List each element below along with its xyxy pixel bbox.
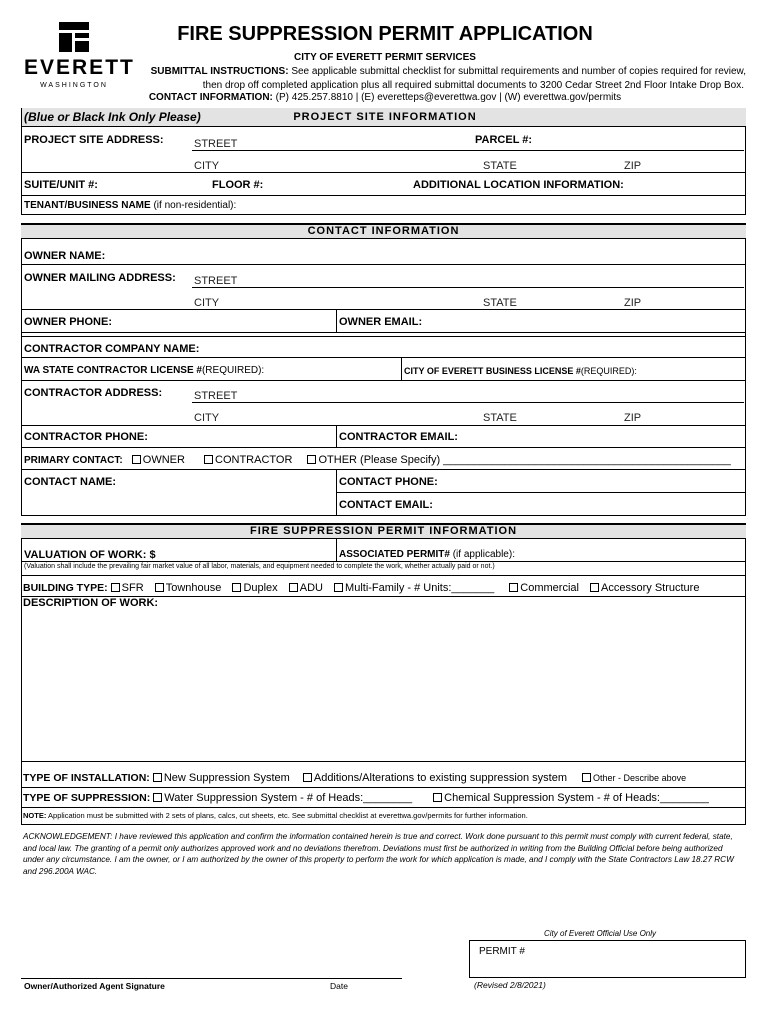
chemical-checkbox[interactable] [433,793,442,802]
acknowledgement-text: ACKNOWLEDGEMENT: I have reviewed this application and confirm the information contained herein is true and correct. Work done pursuant to this permit must comply with current federal, state, and local law. The granting of a permit only authorizes approved work and no deviations therefrom. Deviations must first be authorized in writing from the Building Official before being authorized under any circumstance. I am the owner, or I am authorized by the owner of this property to perform the work for which application is made, and I comply with the State Contractors Law 18.27 RCW and 296.200A WAC. [23,832,734,876]
primary-contact-owner-option[interactable] [132,454,185,466]
contractor-company-label: CONTRACTOR COMPANY NAME: [24,343,200,355]
water-label: Water Suppression System - # of Heads:________ [164,792,413,804]
contractor-email-label: CONTRACTOR EMAIL: [339,431,458,443]
building-type-label: BUILDING TYPE: [23,582,108,594]
building-type-townhouse-option[interactable] [155,582,222,594]
floor-label: FLOOR #: [212,179,264,191]
building-type-row [23,582,699,594]
contact-section-title: CONTACT INFORMATION [21,223,746,239]
parcel-label: PARCEL #: [475,134,533,146]
installation-type-row [23,772,686,784]
other-install-checkbox[interactable] [582,773,591,782]
contractor-state-label: STATE [483,412,517,424]
suppression-water-option[interactable] [153,792,412,804]
installation-type-label: TYPE OF INSTALLATION: [23,772,150,784]
project-site-address-label: PROJECT SITE ADDRESS: [24,134,164,146]
date-label: Date [330,981,348,991]
valuation-label: VALUATION OF WORK: $ [24,549,156,561]
tenant-business-line [24,200,236,211]
business-license-line [404,366,637,376]
business-license-label: CITY OF EVERETT BUSINESS LICENSE # [404,366,581,376]
description-label: DESCRIPTION OF WORK: [23,597,159,609]
tenant-business-label: TENANT/BUSINESS NAME [24,200,151,211]
contractor-checkbox[interactable] [204,455,213,464]
building-type-sfr-option[interactable] [111,582,144,594]
project-state-label: STATE [483,160,517,172]
logo-name: EVERETT [24,56,135,79]
contractor-city-label: CITY [194,412,220,424]
owner-street-label: STREET [194,275,238,287]
signature-label: Owner/Authorized Agent Signature [24,981,165,991]
sfr-checkbox[interactable] [111,583,120,592]
contractor-zip-label: ZIP [624,412,642,424]
townhouse-checkbox[interactable] [155,583,164,592]
building-type-duplex-option[interactable] [232,582,277,594]
primary-contact-other-option[interactable] [307,454,730,466]
new-system-checkbox[interactable] [153,773,162,782]
building-type-multifamily-option[interactable] [334,582,494,594]
suppression-type-label: TYPE OF SUPPRESSION: [23,792,151,804]
page-title: FIRE SUPPRESSION PERMIT APPLICATION [177,23,593,45]
building-type-accessory-option[interactable] [590,582,699,594]
installation-additions-option[interactable] [303,772,567,784]
associated-permit-label: ASSOCIATED PERMIT# [339,549,450,560]
tenant-business-note: (if non-residential): [153,200,237,211]
valuation-note: (Valuation shall include the prevailing fair market value of all labor, materials, and equipment needed to complete the work, whether actually paid or not.) [24,563,495,570]
other-option-label: OTHER (Please Specify) _______________________________________________ [318,454,731,466]
revised-label: (Revised 2/8/2021) [474,980,546,990]
contractor-street-label: STREET [194,390,238,402]
logo-sub: WASHINGTON [40,82,108,89]
owner-city-label: CITY [194,297,220,309]
project-section-title: PROJECT SITE INFORMATION [293,111,477,123]
owner-option-label: OWNER [142,454,185,466]
owner-checkbox[interactable] [132,455,141,464]
primary-contact-label: PRIMARY CONTACT: [24,455,123,466]
page-subtitle: CITY OF EVERETT PERMIT SERVICES [294,52,476,63]
contact-information-line [135,92,635,103]
description-textarea[interactable] [22,611,748,763]
owner-mailing-address-label: OWNER MAILING ADDRESS: [24,272,176,284]
city-logo-mark-icon [59,22,89,52]
owner-zip-label: ZIP [624,297,642,309]
associated-permit-note: (if applicable): [452,549,515,560]
multifamily-checkbox[interactable] [334,583,343,592]
townhouse-label: Townhouse [165,582,222,594]
suite-unit-label: SUITE/UNIT #: [24,179,98,191]
wa-license-line [24,365,264,376]
suppression-type-row [23,792,709,804]
primary-contact-contractor-option[interactable] [204,454,292,466]
adu-checkbox[interactable] [289,583,298,592]
building-type-commercial-option[interactable] [509,582,579,594]
other-install-label: Other - Describe above [593,773,687,783]
building-type-adu-option[interactable] [289,582,323,594]
additional-location-label: ADDITIONAL LOCATION INFORMATION: [413,179,624,191]
ink-note: (Blue or Black Ink Only Please) [24,110,201,124]
contact-phone-label: CONTACT PHONE: [339,476,438,488]
signature-line [21,978,402,979]
associated-permit-line [339,549,515,560]
multifamily-label: Multi-Family - # Units:_______ [345,582,495,594]
owner-email-label: OWNER EMAIL: [339,316,423,328]
wa-license-req: (REQUIRED): [201,365,265,376]
wa-license-label: WA STATE CONTRACTOR LICENSE # [24,365,202,376]
contractor-option-label: CONTRACTOR [215,454,293,466]
water-checkbox[interactable] [153,793,162,802]
submittal-instructions-line2: then drop off completed application plus all required submittal documents to 3200 Cedar Street 2nd Floor Intake Drop Box. [202,80,744,91]
additions-checkbox[interactable] [303,773,312,782]
duplex-checkbox[interactable] [232,583,241,592]
note-text: Application must be submitted with 2 sets of plans, calcs, cut sheets, etc. See submittal checklist at everettwa.gov/permits for further information. [48,811,528,820]
contact-name-label: CONTACT NAME: [24,476,117,488]
contractor-address-label: CONTRACTOR ADDRESS: [24,387,163,399]
city-logo [24,22,135,92]
chemical-label: Chemical Suppression System - # of Heads:________ [444,792,709,804]
accessory-label: Accessory Structure [601,582,700,594]
date-field[interactable] [325,955,401,977]
submittal-note [23,811,528,820]
project-city-label: CITY [194,160,220,172]
owner-name-label: OWNER NAME: [24,250,106,262]
contact-label: CONTACT INFORMATION: [148,92,273,103]
additions-label: Additions/Alterations to existing suppression system [313,772,567,784]
permit-section-title: FIRE SUPPRESSION PERMIT INFORMATION [21,523,746,539]
installation-new-option[interactable] [153,772,290,784]
accessory-checkbox[interactable] [590,583,599,592]
contact-text: (P) 425.257.8810 | (E) everetteps@everettwa.gov | (W) everettwa.gov/permits [275,92,622,103]
project-street-label: STREET [194,138,238,150]
owner-phone-label: OWNER PHONE: [24,316,112,328]
primary-contact-row [24,454,731,466]
contractor-phone-label: CONTRACTOR PHONE: [24,431,148,443]
instructions-text1: See applicable submittal checklist for submittal requirements and number of copies required for review, [291,66,746,77]
project-zip-label: ZIP [624,160,642,172]
signature-field[interactable] [21,955,321,977]
permit-number-label: PERMIT # [479,946,525,957]
commercial-checkbox[interactable] [509,583,518,592]
submittal-instructions-line1 [130,66,746,77]
note-label: NOTE: [23,811,47,820]
commercial-label: Commercial [520,582,579,594]
installation-other-option[interactable] [582,772,686,784]
owner-state-label: STATE [483,297,517,309]
business-license-req: (REQUIRED): [580,366,637,376]
official-use-label: City of Everett Official Use Only [544,929,657,938]
instructions-label: SUBMITTAL INSTRUCTIONS: [150,66,289,77]
contact-email-label: CONTACT EMAIL: [339,499,433,511]
suppression-chemical-option[interactable] [433,792,709,804]
new-system-label: New Suppression System [163,772,290,784]
sfr-label: SFR [121,582,144,594]
duplex-label: Duplex [243,582,278,594]
other-checkbox[interactable] [307,455,316,464]
owner-name-field[interactable] [22,240,745,264]
adu-label: ADU [299,582,323,594]
